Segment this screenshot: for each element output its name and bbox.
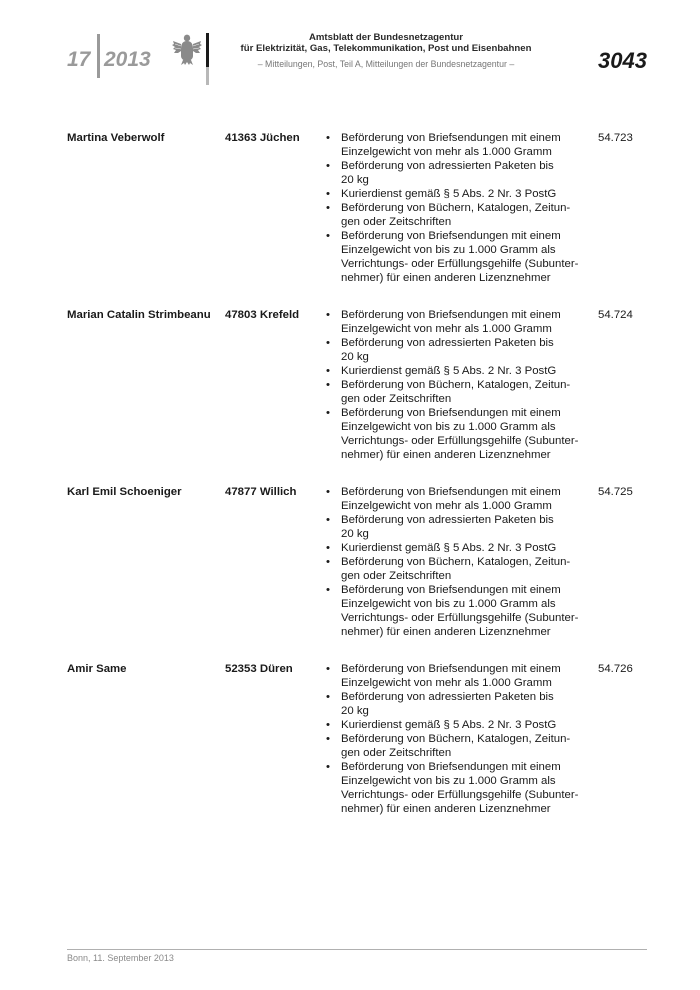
service-text-line: nehmer) für einen anderen Lizenznehmer — [341, 449, 551, 461]
service-item — [326, 718, 596, 732]
service-item — [326, 364, 596, 378]
bullet-icon: • — [326, 584, 330, 596]
service-item — [326, 583, 596, 639]
service-text-line: Beförderung von Büchern, Katalogen, Zeitun- — [341, 202, 571, 214]
service-item — [326, 760, 596, 816]
licensee-location: 52353 Düren — [225, 663, 293, 675]
bullet-icon: • — [326, 337, 330, 349]
publication-title-sub: für Elektrizität, Gas, Telekommunikation, Post und Eisenbahnen — [240, 43, 532, 54]
service-text-line: Beförderung von adressierten Paketen bis — [341, 691, 554, 703]
service-text-line: gen oder Zeitschriften — [341, 216, 452, 228]
service-item — [326, 541, 596, 555]
service-text-line: Beförderung von Büchern, Katalogen, Zeitun- — [341, 379, 571, 391]
bullet-icon: • — [326, 542, 330, 554]
service-list — [326, 308, 596, 462]
service-text-line: Einzelgewicht von bis zu 1.000 Gramm als — [341, 244, 556, 256]
service-item — [326, 732, 596, 760]
bullet-icon: • — [326, 379, 330, 391]
service-text-line: Verrichtungs- oder Erfüllungsgehilfe (Subunter- — [341, 435, 579, 447]
service-text-line: gen oder Zeitschriften — [341, 393, 452, 405]
bullet-icon: • — [326, 761, 330, 773]
service-item — [326, 378, 596, 406]
service-item — [326, 485, 596, 513]
service-text-line: nehmer) für einen anderen Lizenznehmer — [341, 626, 551, 638]
footer-divider — [67, 949, 647, 950]
federal-eagle-icon — [172, 32, 202, 66]
service-text-line: Einzelgewicht von mehr als 1.000 Gramm — [341, 500, 552, 512]
footer-date: Bonn, 11. September 2013 — [67, 953, 174, 963]
licensee-name: Marian Catalin Strimbeanu — [67, 309, 211, 321]
service-text-line: Einzelgewicht von mehr als 1.000 Gramm — [341, 146, 552, 158]
service-text-line: Kurierdienst gemäß § 5 Abs. 2 Nr. 3 PostG — [341, 188, 557, 200]
service-text-line: Einzelgewicht von mehr als 1.000 Gramm — [341, 323, 552, 335]
bullet-icon: • — [326, 309, 330, 321]
service-list — [326, 485, 596, 639]
service-item — [326, 406, 596, 462]
bullet-icon: • — [326, 160, 330, 172]
service-item — [326, 229, 596, 285]
service-text-line: Beförderung von Briefsendungen mit einem — [341, 584, 561, 596]
service-text-line: Einzelgewicht von bis zu 1.000 Gramm als — [341, 421, 556, 433]
bullet-icon: • — [326, 365, 330, 377]
service-text-line: Kurierdienst gemäß § 5 Abs. 2 Nr. 3 PostG — [341, 719, 557, 731]
registration-number: 54.723 — [598, 132, 633, 144]
bullet-icon: • — [326, 719, 330, 731]
service-text-line: Einzelgewicht von bis zu 1.000 Gramm als — [341, 598, 556, 610]
service-text-line: Beförderung von Briefsendungen mit einem — [341, 309, 561, 321]
bullet-icon: • — [326, 733, 330, 745]
service-item — [326, 201, 596, 229]
bullet-icon: • — [326, 663, 330, 675]
service-text-line: Verrichtungs- oder Erfüllungsgehilfe (Subunter- — [341, 258, 579, 270]
bullet-icon: • — [326, 486, 330, 498]
licensee-location: 47803 Krefeld — [225, 309, 300, 321]
registration-number: 54.724 — [598, 309, 633, 321]
service-text-line: 20 kg — [341, 705, 369, 717]
service-text-line: Beförderung von Briefsendungen mit einem — [341, 230, 561, 242]
service-text-line: nehmer) für einen anderen Lizenznehmer — [341, 803, 551, 815]
service-text-line: Beförderung von Briefsendungen mit einem — [341, 761, 561, 773]
service-item — [326, 308, 596, 336]
service-text-line: 20 kg — [341, 351, 369, 363]
licensee-name: Martina Veberwolf — [67, 132, 165, 144]
registration-number: 54.726 — [598, 663, 633, 675]
service-text-line: Beförderung von adressierten Paketen bis — [341, 514, 554, 526]
service-text-line: Beförderung von Büchern, Katalogen, Zeitun- — [341, 556, 571, 568]
service-text-line: Beförderung von Briefsendungen mit einem — [341, 132, 561, 144]
section-subtitle: – Mitteilungen, Post, Teil A, Mitteilungen der Bundesnetzagentur – — [257, 59, 515, 69]
bullet-icon: • — [326, 132, 330, 144]
bullet-icon: • — [326, 188, 330, 200]
service-text-line: Einzelgewicht von bis zu 1.000 Gramm als — [341, 775, 556, 787]
bullet-icon: • — [326, 407, 330, 419]
bullet-icon: • — [326, 514, 330, 526]
service-text-line: Verrichtungs- oder Erfüllungsgehilfe (Subunter- — [341, 789, 579, 801]
page-number: 3043 — [598, 48, 647, 73]
service-text-line: Beförderung von Büchern, Katalogen, Zeitun- — [341, 733, 571, 745]
service-text-line: Beförderung von adressierten Paketen bis — [341, 337, 554, 349]
publication-title: Amtsblatt der Bundesnetzagentur — [308, 32, 464, 43]
service-item — [326, 513, 596, 541]
service-item — [326, 187, 596, 201]
bullet-icon: • — [326, 556, 330, 568]
licensee-name: Karl Emil Schoeniger — [67, 486, 182, 498]
issue-divider — [97, 34, 100, 78]
registration-number: 54.725 — [598, 486, 633, 498]
service-text-line: Kurierdienst gemäß § 5 Abs. 2 Nr. 3 PostG — [341, 365, 557, 377]
service-text-line: Beförderung von Briefsendungen mit einem — [341, 486, 561, 498]
issue-year: 2013 — [104, 48, 151, 71]
service-text-line: 20 kg — [341, 528, 369, 540]
issue-number: 17 — [67, 48, 91, 71]
service-text-line: Beförderung von Briefsendungen mit einem — [341, 663, 561, 675]
licensee-name: Amir Same — [67, 663, 127, 675]
service-text-line: gen oder Zeitschriften — [341, 570, 452, 582]
service-item — [326, 690, 596, 718]
service-text-line: Beförderung von Briefsendungen mit einem — [341, 407, 561, 419]
service-text-line: Beförderung von adressierten Paketen bis — [341, 160, 554, 172]
service-list — [326, 662, 596, 816]
service-text-line: gen oder Zeitschriften — [341, 747, 452, 759]
service-text-line: Einzelgewicht von mehr als 1.000 Gramm — [341, 677, 552, 689]
service-list — [326, 131, 596, 285]
service-text-line: nehmer) für einen anderen Lizenznehmer — [341, 272, 551, 284]
bullet-icon: • — [326, 691, 330, 703]
service-text-line: Verrichtungs- oder Erfüllungsgehilfe (Subunter- — [341, 612, 579, 624]
page-header — [0, 0, 700, 100]
service-item — [326, 159, 596, 187]
service-item — [326, 131, 596, 159]
licensee-location: 47877 Willich — [225, 486, 297, 498]
bullet-icon: • — [326, 230, 330, 242]
bullet-icon: • — [326, 202, 330, 214]
service-text-line: 20 kg — [341, 174, 369, 186]
service-item — [326, 555, 596, 583]
service-text-line: Kurierdienst gemäß § 5 Abs. 2 Nr. 3 PostG — [341, 542, 557, 554]
service-item — [326, 336, 596, 364]
licensee-location: 41363 Jüchen — [225, 132, 300, 144]
service-item — [326, 662, 596, 690]
